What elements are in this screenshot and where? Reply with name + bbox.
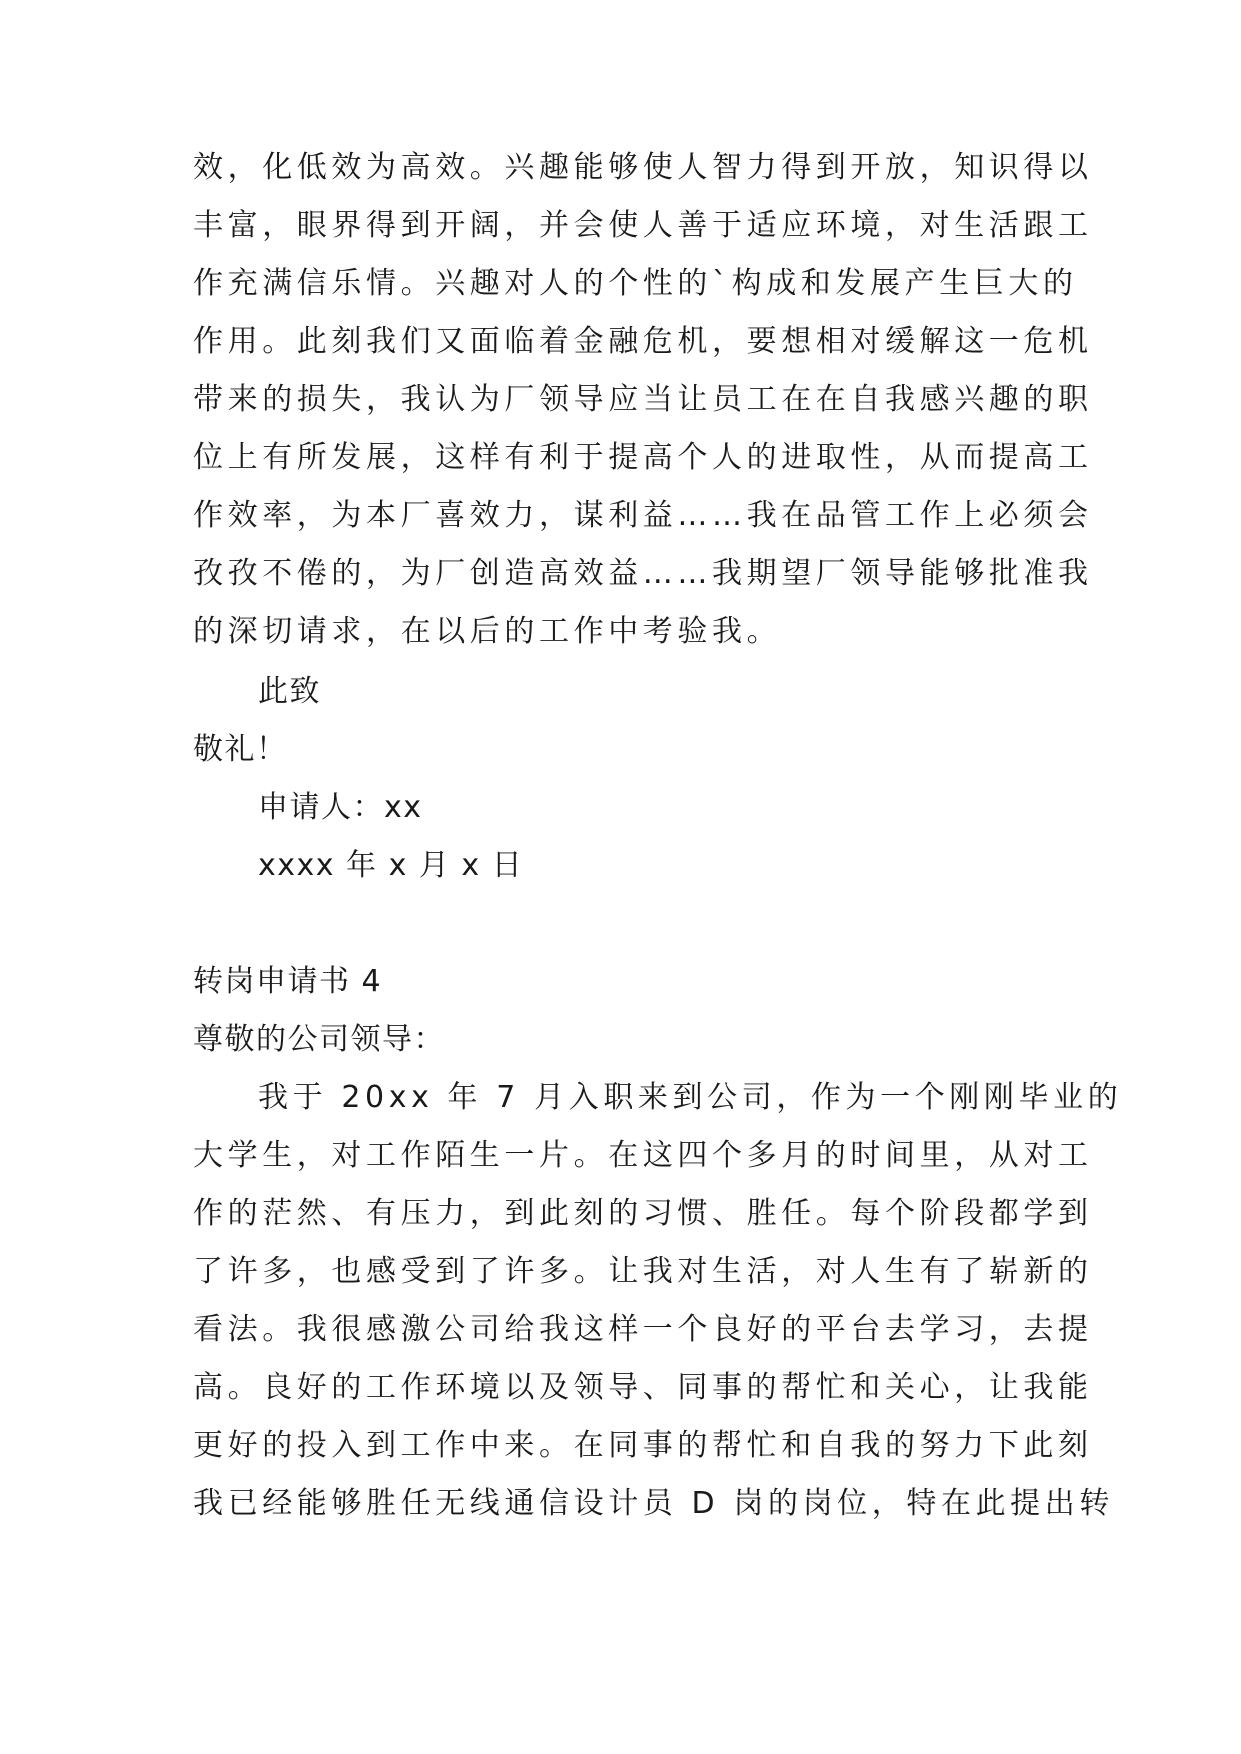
paragraph-line: 作用。此刻我们又面临着金融危机，要想相对缓解这一危机 xyxy=(193,324,1093,359)
applicant-signature: 申请人：xx xyxy=(258,790,423,825)
paragraph-line: 的深切请求，在以后的工作中考验我。 xyxy=(193,614,782,649)
paragraph-line: 作效率，为本厂喜效力，谋利益……我在品管工作上必须会 xyxy=(193,498,1093,533)
paragraph-line: 效，化低效为高效。兴趣能够使人智力得到开放，知识得以 xyxy=(193,150,1093,185)
paragraph-line: 带来的损失，我认为厂领导应当让员工在在自我感兴趣的职 xyxy=(193,382,1093,417)
signature-date: xxxx 年 x 月 x 日 xyxy=(258,848,524,883)
closing-phrase: 此致 xyxy=(258,674,321,709)
paragraph-line: 我已经能够胜任无线通信设计员 D 岗的岗位，特在此提出转 xyxy=(193,1486,1114,1521)
paragraph-line: 更好的投入到工作中来。在同事的帮忙和自我的努力下此刻 xyxy=(193,1428,1093,1463)
letter-greeting: 尊敬的公司领导： xyxy=(193,1022,445,1057)
paragraph-line: 高。良好的工作环境以及领导、同事的帮忙和关心，让我能 xyxy=(193,1370,1093,1405)
section-title: 转岗申请书 4 xyxy=(193,964,383,999)
salutation: 敬礼！ xyxy=(193,732,288,767)
paragraph-line: 了许多，也感受到了许多。让我对生活，对人生有了崭新的 xyxy=(193,1254,1093,1289)
paragraph-line: 位上有所发展，这样有利于提高个人的进取性，从而提高工 xyxy=(193,440,1093,475)
paragraph-line: 看法。我很感激公司给我这样一个良好的平台去学习，去提 xyxy=(193,1312,1093,1347)
paragraph-line: 大学生，对工作陌生一片。在这四个多月的时间里，从对工 xyxy=(193,1138,1093,1173)
paragraph-line: 丰富，眼界得到开阔，并会使人善于适应环境，对生活跟工 xyxy=(193,208,1093,243)
paragraph-line: 作充满信乐情。兴趣对人的个性的`构成和发展产生巨大的 xyxy=(193,266,1078,301)
paragraph-line: 作的茫然、有压力，到此刻的习惯、胜任。每个阶段都学到 xyxy=(193,1196,1093,1231)
paragraph-line: 孜孜不倦的，为厂创造高效益……我期望厂领导能够批准我 xyxy=(193,556,1093,591)
paragraph-line: 我于 20xx 年 7 月入职来到公司，作为一个刚刚毕业的 xyxy=(258,1080,1123,1115)
